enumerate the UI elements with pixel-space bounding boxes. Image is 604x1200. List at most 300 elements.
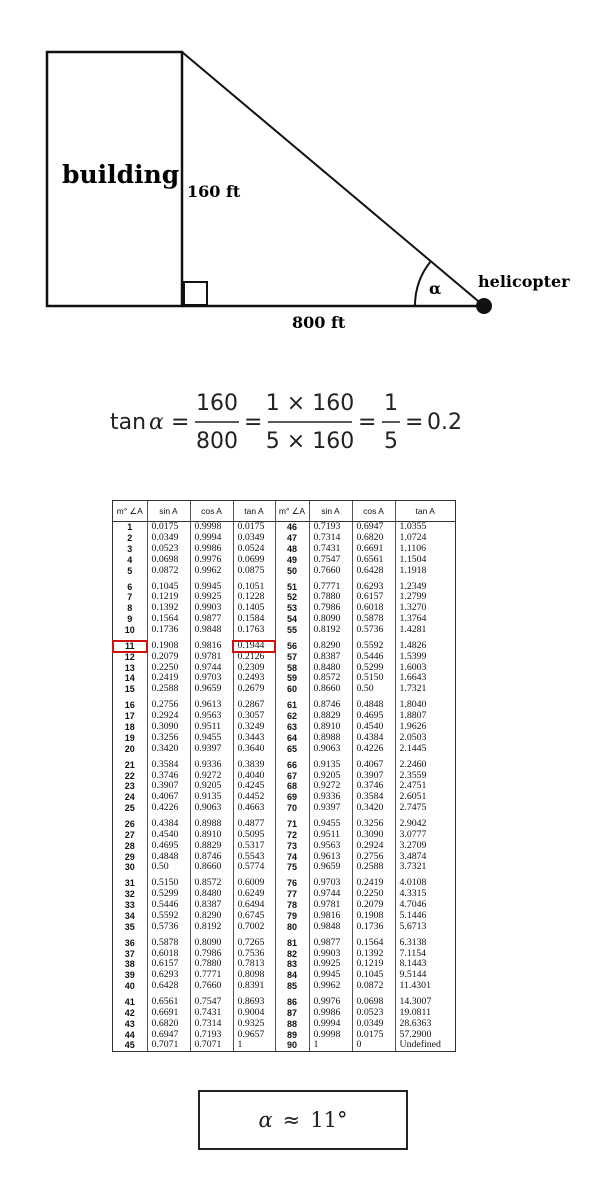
table-cell: 0.1736	[147, 625, 190, 636]
table-cell: 0.7431	[190, 1008, 233, 1019]
building-helicopter-diagram	[0, 0, 604, 340]
tangent-equation	[0, 380, 604, 460]
table-cell: 4.7046	[399, 899, 427, 911]
table-row	[113, 938, 455, 949]
table-cell: 0.0524	[233, 544, 275, 555]
table-cell: 2	[113, 533, 147, 544]
table-cell: 0.8290	[309, 641, 352, 652]
table-cell: 81	[275, 938, 309, 949]
angle-label: α	[429, 279, 442, 298]
table-row	[113, 759, 455, 770]
table-cell: 0.1564	[147, 614, 190, 625]
table-cell: 0.8391	[233, 981, 275, 992]
table-cell: 0.3746	[352, 781, 395, 792]
table-cell: 1	[113, 522, 147, 533]
header-sin-right: sin A	[309, 501, 352, 522]
table-cell: 35	[113, 921, 147, 932]
table-cell: 8.1443	[399, 958, 427, 970]
table-cell: 0.0175	[147, 522, 190, 533]
table-cell: 0.7986	[309, 603, 352, 614]
table-cell: 0.4540	[147, 830, 190, 841]
table-cell: 0.4067	[147, 792, 190, 803]
table-cell: 60	[275, 684, 309, 695]
table-cell: 19.0811	[399, 1007, 431, 1018]
table-cell: 0.1045	[147, 581, 190, 592]
table-cell: 0.7002	[233, 921, 275, 932]
table-cell: 0.3907	[147, 781, 190, 792]
table-row	[113, 819, 455, 830]
table-cell: 0.9135	[190, 792, 233, 803]
table-cell: 83	[275, 959, 309, 970]
table-cell: 68	[275, 781, 309, 792]
table-cell: 0.7660	[190, 981, 233, 992]
table-cell: 14.3007	[399, 996, 432, 1008]
table-cell: 11.4301	[399, 980, 431, 992]
table-cell: 52	[275, 592, 309, 603]
table-cell: 0.1219	[147, 592, 190, 603]
table-cell: 0.9455	[190, 733, 233, 744]
table-cell: 0.0698	[147, 554, 190, 565]
table-row	[113, 840, 455, 851]
table-cell: 0.1051	[233, 581, 275, 592]
table-cell: 5.6713	[399, 920, 427, 932]
header-angle-left: m° ∠A	[113, 501, 147, 522]
answer-var: α	[258, 1108, 273, 1132]
table-cell: 0.2924	[352, 840, 395, 851]
table-cell: 0.7880	[190, 959, 233, 970]
table-cell: 0.6157	[352, 592, 395, 603]
table-cell: 78	[275, 900, 309, 911]
table-cell: 0.0349	[233, 533, 275, 544]
table-cell: 0.6293	[352, 581, 395, 592]
table-cell: 0.8988	[190, 819, 233, 830]
table-cell: 0.8829	[309, 711, 352, 722]
table-cell: 0.0175	[233, 522, 275, 533]
table-cell: 90	[275, 1040, 309, 1051]
table-cell: 0.4695	[352, 711, 395, 722]
table-cell: 0.2079	[352, 900, 395, 911]
table-cell: 0.1763	[233, 625, 275, 636]
table-cell: 21	[113, 759, 147, 770]
table-cell: 0.9994	[190, 533, 233, 544]
table-cell: 44	[113, 1029, 147, 1040]
table-cell: 0.9659	[309, 862, 352, 873]
table-cell: 0.7314	[309, 533, 352, 544]
table-cell: 76	[275, 878, 309, 889]
table-cell: 0.1405	[233, 603, 275, 614]
table-cell: 0.8988	[309, 733, 352, 744]
table-cell: 0.5150	[352, 673, 395, 684]
table-cell: 5	[113, 565, 147, 576]
table-cell: 1.9626	[399, 721, 427, 733]
table-cell: 0.1908	[352, 911, 395, 922]
table-cell: 0.3420	[352, 803, 395, 814]
table-cell: 0.2309	[233, 662, 275, 673]
table-cell: 0.4540	[352, 722, 395, 733]
eq-var: α	[149, 410, 164, 435]
table-cell: 0.8746	[309, 700, 352, 711]
table-cell: 0.9816	[309, 911, 352, 922]
table-cell: 0.8098	[233, 970, 275, 981]
table-cell: 0.3420	[147, 743, 190, 754]
table-cell: 63	[275, 722, 309, 733]
table-cell: 0.2588	[147, 684, 190, 695]
table-cell: 65	[275, 743, 309, 754]
table-cell: 57	[275, 652, 309, 663]
table-cell: 13	[113, 662, 147, 673]
table-cell: 0.9563	[309, 840, 352, 851]
table-cell: 62	[275, 711, 309, 722]
table-cell: 2.7475	[399, 802, 427, 813]
table-row	[113, 544, 455, 555]
table-cell: 0.9613	[309, 851, 352, 862]
table-cell: 0.9703	[190, 673, 233, 684]
table-cell: 25	[113, 803, 147, 814]
table-cell: 0.7986	[190, 948, 233, 959]
table-cell: 3.7321	[399, 861, 427, 873]
table-cell: 0.8910	[309, 722, 352, 733]
table-cell: 36	[113, 938, 147, 949]
table-cell: 2.0503	[399, 731, 427, 743]
table-cell: 0.9659	[190, 684, 233, 695]
table-cell: 0.0875	[233, 565, 275, 576]
table-cell: 0.0175	[352, 1029, 395, 1040]
table-row	[113, 900, 455, 911]
table-cell: 0.5736	[352, 625, 395, 636]
table-cell: 0.9063	[309, 743, 352, 754]
table-cell: 53	[275, 603, 309, 614]
table-cell: 70	[275, 803, 309, 814]
table-cell: 33	[113, 900, 147, 911]
table-cell: 0.7813	[233, 959, 275, 970]
building-label: building	[62, 160, 180, 189]
table-cell: 0.9703	[309, 878, 352, 889]
table-cell: 0.9877	[190, 614, 233, 625]
table-body	[113, 522, 455, 1052]
table-cell: 43	[113, 1019, 147, 1030]
table-cell: 0.9945	[190, 581, 233, 592]
table-cell: 0.5543	[233, 851, 275, 862]
table-cell: 80	[275, 921, 309, 932]
table-cell: 4.3315	[399, 888, 427, 900]
answer-box	[198, 1090, 408, 1150]
table-cell: 50	[275, 565, 309, 576]
table-cell: 0.0872	[352, 981, 395, 992]
table-cell: 0.6428	[147, 981, 190, 992]
table-cell: 0.50	[147, 862, 190, 873]
table-row	[113, 614, 455, 625]
table-cell: 1.1918	[399, 564, 427, 576]
table-cell: 0.1908	[147, 641, 190, 652]
table-cell: 0.6947	[352, 522, 395, 533]
table-cell: 0.1045	[352, 970, 395, 981]
table-row	[113, 565, 455, 576]
table-row	[113, 625, 455, 636]
table-cell: 0.9511	[309, 830, 352, 841]
table-cell: 0.4040	[233, 770, 275, 781]
table-cell: 2.4751	[399, 780, 427, 792]
table-cell: 39	[113, 970, 147, 981]
table-cell: 1.0355	[399, 521, 427, 533]
table-cell: 0.4067	[352, 759, 395, 770]
table-cell: 82	[275, 948, 309, 959]
table-cell: 37	[113, 948, 147, 959]
table-cell: 0.7771	[309, 581, 352, 592]
table-cell: 0.0349	[352, 1019, 395, 1030]
table-cell: 0.9511	[190, 722, 233, 733]
table-cell: 9	[113, 614, 147, 625]
table-cell: 0.3256	[352, 819, 395, 830]
table-cell: 86	[275, 997, 309, 1008]
table-cell: 26	[113, 819, 147, 830]
table-cell: 1.8807	[399, 710, 427, 722]
table-cell: 0.8090	[309, 614, 352, 625]
table-cell: 0.9781	[309, 900, 352, 911]
table-cell: 27	[113, 830, 147, 841]
table-cell: 0.9925	[190, 592, 233, 603]
table-cell: 0.6009	[233, 878, 275, 889]
table-cell: 0.7547	[309, 554, 352, 565]
table-cell: 72	[275, 830, 309, 841]
table-cell: 0.1736	[352, 921, 395, 932]
table-cell: 57.2900	[399, 1028, 432, 1040]
table-cell: 0.9744	[190, 662, 233, 673]
table-cell: 0.9877	[309, 938, 352, 949]
table-cell: Undefined	[399, 1039, 441, 1051]
table-cell: 89	[275, 1029, 309, 1040]
table-cell: 0.3584	[147, 759, 190, 770]
table-cell: 54	[275, 614, 309, 625]
table-row	[113, 830, 455, 841]
table-cell: 0.5299	[352, 662, 395, 673]
table-cell: 0.9397	[190, 743, 233, 754]
table-cell: 0.8290	[190, 911, 233, 922]
table-cell: 0.9976	[309, 997, 352, 1008]
table-cell: 1.6643	[399, 672, 427, 684]
trig-values-table	[113, 501, 455, 1051]
table-cell: 0.3839	[233, 759, 275, 770]
table-cell: 45	[113, 1040, 147, 1051]
table-cell: 0.5095	[233, 830, 275, 841]
table-cell: 0.2924	[147, 711, 190, 722]
table-cell: 0.2250	[147, 662, 190, 673]
frac3-num: 1	[384, 391, 398, 416]
table-cell: 1	[233, 1040, 275, 1051]
table-cell: 0.5446	[352, 652, 395, 663]
table-cell: 67	[275, 770, 309, 781]
table-cell: 24	[113, 792, 147, 803]
table-cell: 0.4877	[233, 819, 275, 830]
table-cell: 0.1564	[352, 938, 395, 949]
table-cell: 0.9004	[233, 1008, 275, 1019]
right-angle-marker	[184, 282, 207, 305]
answer-approx: ≈	[282, 1108, 301, 1132]
table-cell: 0.50	[352, 684, 395, 695]
table-cell: 0.8387	[309, 652, 352, 663]
table-cell: 71	[275, 819, 309, 830]
table-cell: 19	[113, 733, 147, 744]
table-cell: 0.4245	[233, 781, 275, 792]
table-cell: 38	[113, 959, 147, 970]
table-cell: 42	[113, 1008, 147, 1019]
table-cell: 40	[113, 981, 147, 992]
table-cell: 0.9994	[309, 1019, 352, 1030]
table-cell: 0.9205	[190, 781, 233, 792]
table-cell: 0.8480	[190, 889, 233, 900]
table-cell: 0.2756	[352, 851, 395, 862]
table-cell: 28.6363	[399, 1017, 432, 1029]
table-cell: 18	[113, 722, 147, 733]
table-cell: 0.5317	[233, 840, 275, 851]
eq-equals-4: =	[405, 410, 424, 435]
table-cell: 23	[113, 781, 147, 792]
table-cell: 1.2349	[399, 580, 427, 592]
table-cell: 0.4663	[233, 803, 275, 814]
table-cell: 0.6947	[147, 1029, 190, 1040]
table-cell: 0.4848	[147, 851, 190, 862]
table-cell: 0.7071	[190, 1040, 233, 1051]
table-cell: 0.5774	[233, 862, 275, 873]
table-cell: 9.5144	[399, 969, 427, 981]
table-cell: 3.0777	[399, 828, 427, 840]
table-cell: 0.1392	[147, 603, 190, 614]
table-cell: 1.1504	[399, 553, 427, 565]
table-cell: 0.9848	[190, 625, 233, 636]
table-cell: 0.6157	[147, 959, 190, 970]
table-cell: 0.6745	[233, 911, 275, 922]
table-header-row	[113, 501, 455, 522]
table-cell: 0.7660	[309, 565, 352, 576]
table-cell: 59	[275, 673, 309, 684]
table-cell: 0.8090	[190, 938, 233, 949]
table-cell: 0.4452	[233, 792, 275, 803]
table-cell: 0.9272	[309, 781, 352, 792]
table-row	[113, 641, 455, 652]
frac2-den: 5 × 160	[265, 429, 355, 454]
table-cell: 0.0699	[233, 554, 275, 565]
frac3-den: 5	[384, 429, 398, 454]
eq-result: 0.2	[427, 410, 462, 435]
table-cell: 0.6561	[147, 997, 190, 1008]
table-cell: 0.8192	[190, 921, 233, 932]
frac1-num: 160	[196, 391, 238, 416]
table-cell: 1.8040	[399, 699, 427, 711]
table-cell: 0.6494	[233, 900, 275, 911]
frac2-num: 1 × 160	[265, 391, 355, 416]
table-row	[113, 722, 455, 733]
table-cell: 0.9903	[309, 948, 352, 959]
table-cell: 1.2799	[399, 591, 427, 603]
table-cell: 0.2867	[233, 700, 275, 711]
table-cell: 79	[275, 911, 309, 922]
table-cell: 0.6018	[352, 603, 395, 614]
table-cell: 47	[275, 533, 309, 544]
table-cell: 0.9903	[190, 603, 233, 614]
table-cell: 0.8910	[190, 830, 233, 841]
table-cell: 22	[113, 770, 147, 781]
table-row	[113, 1008, 455, 1019]
table-cell: 66	[275, 759, 309, 770]
line-of-sight	[182, 52, 484, 306]
table-cell: 16	[113, 700, 147, 711]
table-cell: 46	[275, 522, 309, 533]
table-row	[113, 522, 455, 533]
table-cell: 0.3249	[233, 722, 275, 733]
table-cell: 0.2493	[233, 673, 275, 684]
table-cell: 0.6820	[147, 1019, 190, 1030]
table-cell: 0.2419	[352, 878, 395, 889]
table-cell: 0.9998	[309, 1029, 352, 1040]
table-cell: 0.9998	[190, 522, 233, 533]
table-cell: 0.4695	[147, 840, 190, 851]
table-cell: 2.3559	[399, 769, 427, 781]
table-cell: 73	[275, 840, 309, 851]
table-cell: 0.2419	[147, 673, 190, 684]
trig-table	[112, 500, 456, 1052]
table-cell: 0.2756	[147, 700, 190, 711]
table-cell: 0.8660	[190, 862, 233, 873]
table-cell: 0.8480	[309, 662, 352, 673]
table-cell: 41	[113, 997, 147, 1008]
table-cell: 0.9455	[309, 819, 352, 830]
table-cell: 7.1154	[399, 947, 427, 959]
table-cell: 28	[113, 840, 147, 851]
frac1-den: 800	[196, 429, 238, 454]
table-row	[113, 733, 455, 744]
header-sin-left: sin A	[147, 501, 190, 522]
table-cell: 0.4226	[147, 803, 190, 814]
table-cell: 3.4874	[399, 850, 427, 862]
table-cell: 0.8829	[190, 840, 233, 851]
table-cell: 8	[113, 603, 147, 614]
table-cell: 0.8387	[190, 900, 233, 911]
table-row	[113, 652, 455, 663]
table-cell: 7	[113, 592, 147, 603]
table-cell: 74	[275, 851, 309, 862]
table-cell: 0.9744	[309, 889, 352, 900]
table-cell: 75	[275, 862, 309, 873]
table-cell: 0.3443	[233, 733, 275, 744]
table-cell: 0.2250	[352, 889, 395, 900]
table-cell: 0.9976	[190, 554, 233, 565]
table-cell: 0.9336	[190, 759, 233, 770]
table-row	[113, 981, 455, 992]
distance-label: 800 ft	[292, 313, 346, 332]
table-cell: 0.5299	[147, 889, 190, 900]
table-cell: 61	[275, 700, 309, 711]
table-cell: 84	[275, 970, 309, 981]
eq-equals-3: =	[358, 410, 377, 435]
table-cell: 87	[275, 1008, 309, 1019]
header-angle-right: m° ∠A	[275, 501, 309, 522]
eq-func: tan	[110, 410, 147, 435]
table-cell: 0.9325	[233, 1019, 275, 1030]
table-cell: 0.6249	[233, 889, 275, 900]
table-cell: 0.9781	[190, 652, 233, 663]
table-cell: 0.5592	[352, 641, 395, 652]
table-cell: 0.9962	[190, 565, 233, 576]
table-cell: 6.3138	[399, 936, 427, 948]
table-cell: 17	[113, 711, 147, 722]
table-cell: 85	[275, 981, 309, 992]
helicopter-label: helicopter	[478, 272, 570, 291]
table-cell: 0.5736	[147, 921, 190, 932]
table-cell: 0.3057	[233, 711, 275, 722]
table-cell: 4.0108	[399, 877, 427, 889]
table-cell: 88	[275, 1019, 309, 1030]
table-cell: 0.3256	[147, 733, 190, 744]
table-cell: 0.3584	[352, 792, 395, 803]
